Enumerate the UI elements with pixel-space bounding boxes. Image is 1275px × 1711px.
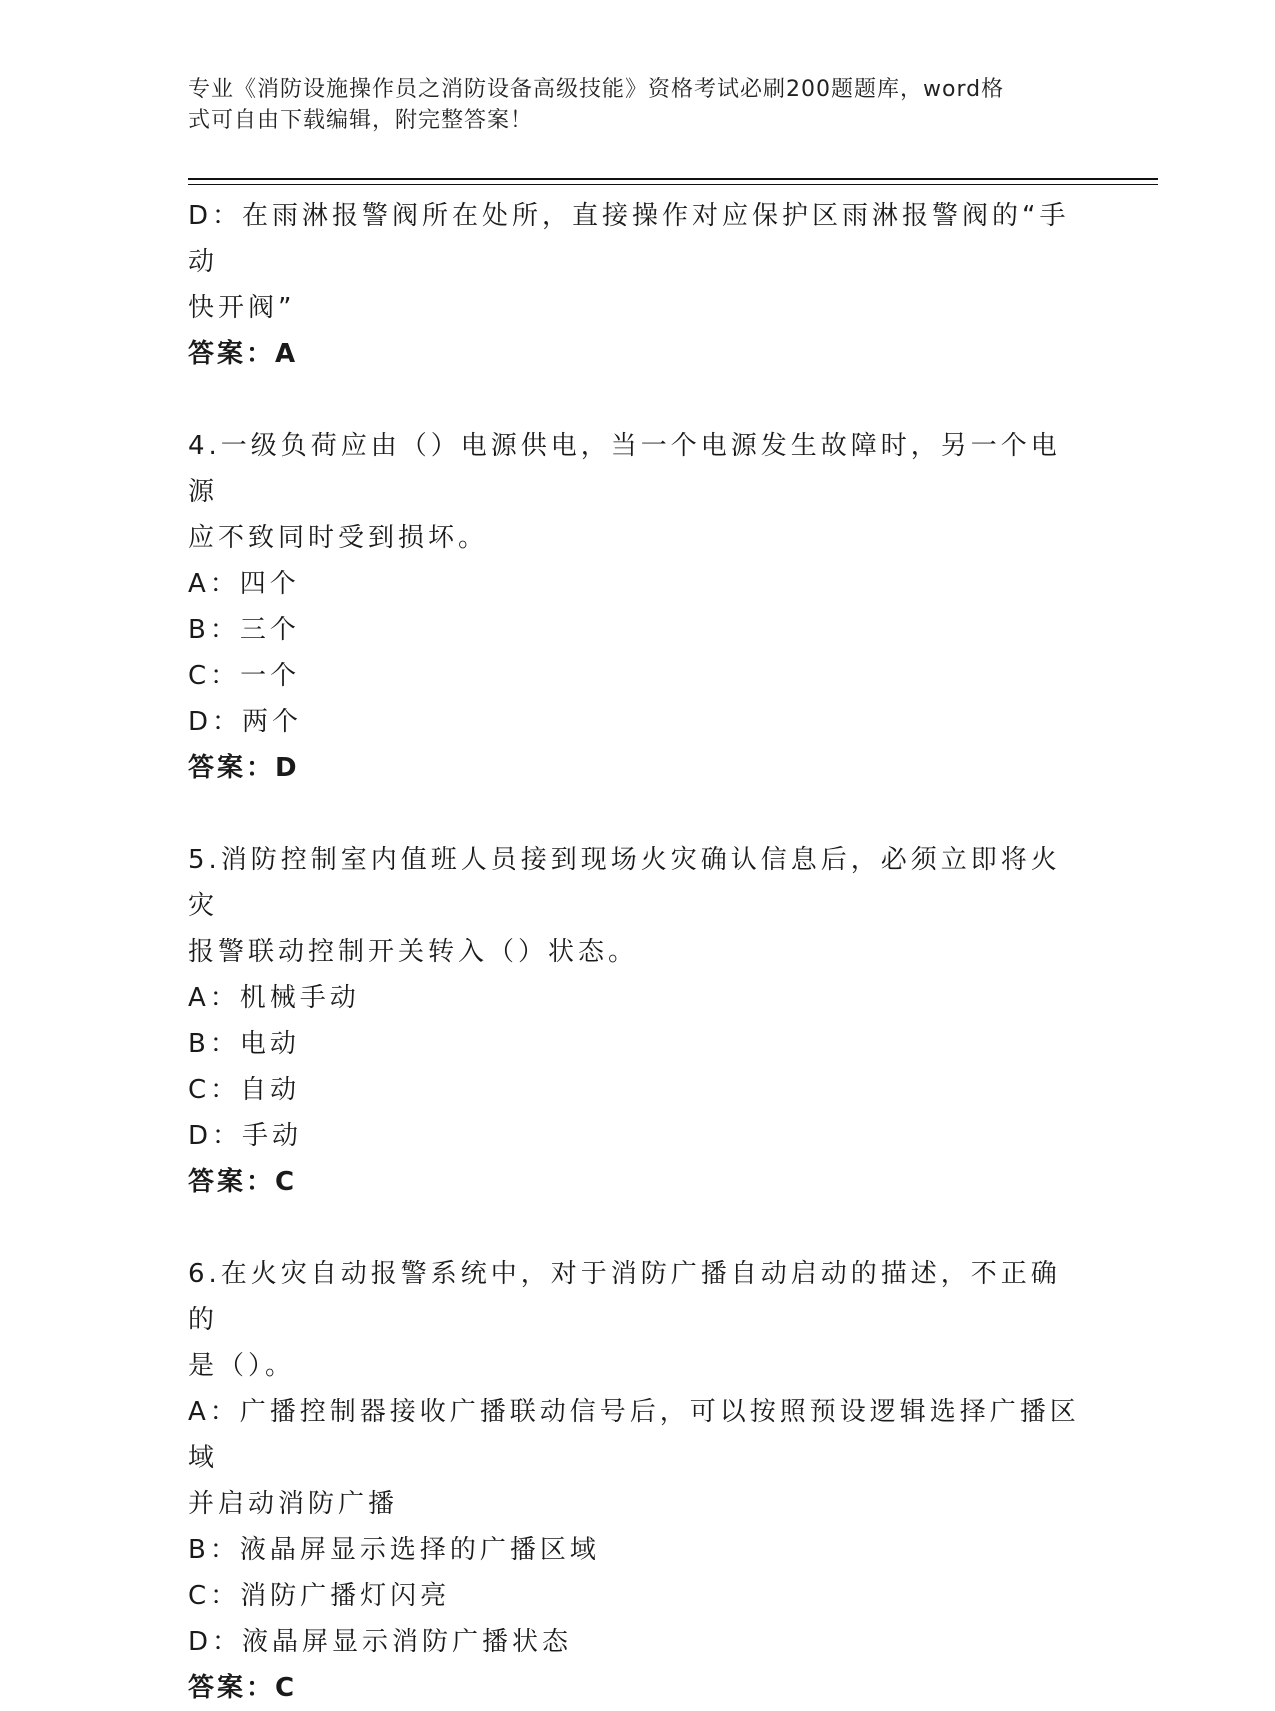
spacer xyxy=(188,791,1088,837)
option-c: C：消防广播灯闪亮 xyxy=(188,1581,451,1611)
header-line-2: 式可自由下载编辑，附完整答案！ xyxy=(188,108,534,133)
header-rule-thin xyxy=(188,184,1158,185)
question-stem: 4.一级负荷应由（）电源供电，当一个电源发生故障时，另一个电源 xyxy=(188,431,1061,507)
prev-question xyxy=(188,193,1088,377)
option-b: B：液晶屏显示选择的广播区域 xyxy=(188,1535,600,1565)
option-d: D：手动 xyxy=(188,1121,303,1151)
question-stem: 6.在火灾自动报警系统中，对于消防广播自动启动的描述，不正确的 xyxy=(188,1259,1061,1335)
option-c: C：一个 xyxy=(188,661,301,691)
option-d: D：两个 xyxy=(188,707,303,737)
question-5 xyxy=(188,837,1088,1205)
option-b: B：电动 xyxy=(188,1029,300,1059)
option-d-cont: 快开阀” xyxy=(188,293,296,323)
option-a: A：机械手动 xyxy=(188,983,360,1013)
spacer xyxy=(188,377,1088,423)
answer-line: 答案：D xyxy=(188,753,300,783)
question-stem-cont: 报警联动控制开关转入（）状态。 xyxy=(188,937,639,967)
answer-line: 答案：C xyxy=(188,1673,298,1703)
question-4 xyxy=(188,423,1088,791)
answer-line: 答案：C xyxy=(188,1167,298,1197)
answer-line: 答案：A xyxy=(188,339,299,369)
spacer xyxy=(188,1205,1088,1251)
question-stem-cont: 是（）。 xyxy=(188,1351,296,1381)
option-a: A：广播控制器接收广播联动信号后，可以按照预设逻辑选择广播区域 xyxy=(188,1397,1080,1473)
question-stem: 5.消防控制室内值班人员接到现场火灾确认信息后，必须立即将火灾 xyxy=(188,845,1061,921)
option-d: D：在雨淋报警阀所在处所，直接操作对应保护区雨淋报警阀的“手动 xyxy=(188,201,1070,277)
header-line-1: 专业《消防设施操作员之消防设备高级技能》资格考试必刷200题题库，word格 xyxy=(188,77,1005,102)
option-b: B：三个 xyxy=(188,615,300,645)
option-a-cont: 并启动消防广播 xyxy=(188,1489,399,1519)
option-c: C：自动 xyxy=(188,1075,301,1105)
document-header xyxy=(188,74,1078,136)
option-d: D：液晶屏显示消防广播状态 xyxy=(188,1627,573,1657)
question-stem-cont: 应不致同时受到损坏。 xyxy=(188,523,489,553)
option-a: A：四个 xyxy=(188,569,300,599)
document-body xyxy=(188,193,1088,1711)
question-6 xyxy=(188,1251,1088,1711)
header-rule-thick xyxy=(188,178,1158,180)
